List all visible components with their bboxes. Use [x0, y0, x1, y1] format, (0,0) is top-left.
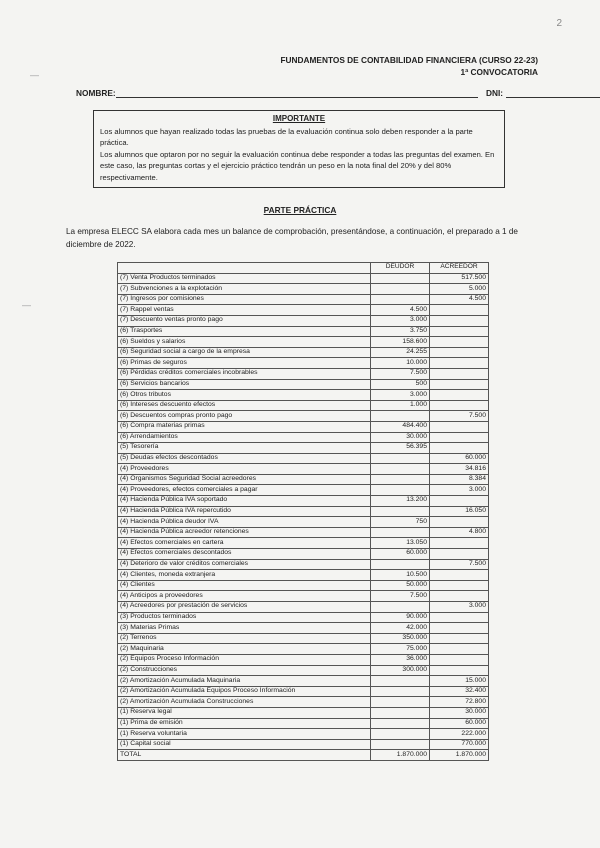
- account-name: (1) Capital social: [118, 739, 371, 750]
- credit-value: 222.000: [430, 729, 489, 740]
- account-name: TOTAL: [118, 750, 371, 761]
- table-row: [118, 358, 489, 369]
- debit-value: 36.000: [371, 654, 430, 665]
- credit-value: [430, 379, 489, 390]
- dni-label: DNI:: [486, 88, 504, 98]
- debit-value: 300.000: [371, 665, 430, 676]
- table-row: [118, 665, 489, 676]
- section-title: PARTE PRÁCTICA: [263, 205, 337, 215]
- account-name: (4) Deterioro de valor créditos comerciales: [118, 559, 371, 570]
- debit-value: [371, 739, 430, 750]
- table-row: [118, 464, 489, 475]
- credit-value: [430, 644, 489, 655]
- debit-value: 7.500: [371, 591, 430, 602]
- credit-value: [430, 591, 489, 602]
- account-name: (2) Equipos Proceso Información: [118, 654, 371, 665]
- credit-value: 3.000: [430, 485, 489, 496]
- table-row: [118, 633, 489, 644]
- credit-value: [430, 549, 489, 560]
- table-row: [118, 549, 489, 560]
- account-name: (7) Descuento ventas pronto pago: [118, 315, 371, 326]
- credit-value: [430, 580, 489, 591]
- account-name: (4) Clientes: [118, 580, 371, 591]
- debit-value: [371, 686, 430, 697]
- credit-value: 8.384: [430, 474, 489, 485]
- account-name: (1) Reserva legal: [118, 707, 371, 718]
- table-row: [118, 379, 489, 390]
- credit-value: 4.800: [430, 527, 489, 538]
- debit-value: [371, 294, 430, 305]
- intro-paragraph: La empresa ELECC SA elabora cada mes un balance de comprobación, presentándose, a continuación, el preparado a 1 de diciembre de 2022.: [66, 227, 518, 249]
- table-row: [118, 623, 489, 634]
- table-header-row: [118, 263, 489, 274]
- debit-value: 3.000: [371, 315, 430, 326]
- table-row: [118, 506, 489, 517]
- debit-value: [371, 718, 430, 729]
- table-row: [118, 347, 489, 358]
- debit-value: 7.500: [371, 368, 430, 379]
- account-name: (2) Construcciones: [118, 665, 371, 676]
- debit-value: 500: [371, 379, 430, 390]
- credit-value: 1.870.000: [430, 750, 489, 761]
- credit-value: 60.000: [430, 718, 489, 729]
- credit-value: [430, 654, 489, 665]
- important-paragraph-2: Los alumnos que optaron por no seguir la evaluación continua debe responder a todas las preguntas del examen. En este caso, las preguntas cortas y el ejercicio práctico tendrán un peso en la nota final del 20% y del 80% respectivamente.: [100, 149, 495, 182]
- debit-value: 60.000: [371, 549, 430, 560]
- credit-value: [430, 358, 489, 369]
- scan-mark: —: [22, 300, 31, 310]
- credit-value: 15.000: [430, 676, 489, 687]
- debit-value: 56.395: [371, 443, 430, 454]
- table-row: [118, 527, 489, 538]
- table-row: [118, 400, 489, 411]
- debit-value: 10.000: [371, 358, 430, 369]
- debit-value: 484.400: [371, 421, 430, 432]
- account-name: (6) Pérdidas créditos comerciales incobrables: [118, 368, 371, 379]
- debit-value: 90.000: [371, 612, 430, 623]
- table-row: [118, 315, 489, 326]
- account-name: (3) Productos terminados: [118, 612, 371, 623]
- table-row: [118, 443, 489, 454]
- table-row: [118, 538, 489, 549]
- account-name: (5) Deudas efectos descontados: [118, 453, 371, 464]
- debit-value: 30.000: [371, 432, 430, 443]
- credit-value: [430, 337, 489, 348]
- account-name: (4) Acreedores por prestación de servicios: [118, 602, 371, 613]
- credit-value: 60.000: [430, 453, 489, 464]
- table-row: [118, 390, 489, 401]
- debit-value: [371, 485, 430, 496]
- debit-value: [371, 284, 430, 295]
- account-name: (4) Hacienda Pública acreedor retenciones: [118, 527, 371, 538]
- account-name: (4) Proveedores, efectos comerciales a pagar: [118, 485, 371, 496]
- debit-value: [371, 697, 430, 708]
- table-row: [118, 485, 489, 496]
- debit-value: [371, 273, 430, 284]
- debit-value: [371, 464, 430, 475]
- credit-value: [430, 368, 489, 379]
- account-name: (4) Hacienda Pública IVA soportado: [118, 496, 371, 507]
- debit-value: 3.750: [371, 326, 430, 337]
- credit-value: [430, 400, 489, 411]
- table-row: [118, 739, 489, 750]
- dni-field-line[interactable]: [506, 97, 600, 98]
- credit-value: [430, 347, 489, 358]
- account-name: (6) Primas de seguros: [118, 358, 371, 369]
- account-name: (2) Terrenos: [118, 633, 371, 644]
- table-row: [118, 337, 489, 348]
- table-row: [118, 612, 489, 623]
- account-name: (6) Intereses descuento efectos: [118, 400, 371, 411]
- table-row: [118, 273, 489, 284]
- scan-mark: —: [30, 70, 39, 80]
- credit-value: 7.500: [430, 559, 489, 570]
- credit-value: [430, 665, 489, 676]
- account-name: (6) Compra materias primas: [118, 421, 371, 432]
- table-row: [118, 474, 489, 485]
- account-name: (2) Amortización Acumulada Maquinaria: [118, 676, 371, 687]
- credit-value: [430, 538, 489, 549]
- debit-value: 13.200: [371, 496, 430, 507]
- important-paragraph-1: Los alumnos que hayan realizado todas las pruebas de la evaluación continua solo deben responder a la parte práctica.: [100, 126, 473, 147]
- table-row: [118, 284, 489, 295]
- account-name: (2) Maquinaria: [118, 644, 371, 655]
- student-info-row: [76, 88, 538, 100]
- debit-value: 158.600: [371, 337, 430, 348]
- account-name: (6) Seguridad social a cargo de la empresa: [118, 347, 371, 358]
- table-row: [118, 602, 489, 613]
- debit-value: [371, 474, 430, 485]
- table-row: [118, 718, 489, 729]
- debit-value: 1.000: [371, 400, 430, 411]
- credit-value: [430, 443, 489, 454]
- table-row: [118, 750, 489, 761]
- credit-value: 5.000: [430, 284, 489, 295]
- credit-value: 770.000: [430, 739, 489, 750]
- table-row: [118, 432, 489, 443]
- debit-value: [371, 453, 430, 464]
- table-row: [118, 517, 489, 528]
- account-name: (5) Tesorería: [118, 443, 371, 454]
- table-row: [118, 305, 489, 316]
- account-name: (7) Subvenciones a la explotación: [118, 284, 371, 295]
- debit-value: [371, 411, 430, 422]
- table-row: [118, 729, 489, 740]
- account-name: (1) Reserva voluntaria: [118, 729, 371, 740]
- table-row: [118, 697, 489, 708]
- name-field-line[interactable]: [116, 97, 478, 98]
- table-row: [118, 654, 489, 665]
- header-debit: DEUDOR: [371, 263, 430, 274]
- account-name: (3) Materias Primas: [118, 623, 371, 634]
- credit-value: [430, 390, 489, 401]
- debit-value: 24.255: [371, 347, 430, 358]
- account-name: (4) Efectos comerciales en cartera: [118, 538, 371, 549]
- debit-value: 1.870.000: [371, 750, 430, 761]
- account-name: (6) Arrendamientos: [118, 432, 371, 443]
- table-row: [118, 453, 489, 464]
- credit-value: [430, 421, 489, 432]
- page-number: 2: [556, 18, 562, 29]
- credit-value: 3.000: [430, 602, 489, 613]
- account-name: (4) Hacienda Pública IVA repercutido: [118, 506, 371, 517]
- credit-value: [430, 570, 489, 581]
- debit-value: [371, 506, 430, 517]
- debit-value: [371, 559, 430, 570]
- account-name: (6) Otros tributos: [118, 390, 371, 401]
- debit-value: 75.000: [371, 644, 430, 655]
- table-row: [118, 591, 489, 602]
- debit-value: 4.500: [371, 305, 430, 316]
- table-row: [118, 326, 489, 337]
- credit-value: 30.000: [430, 707, 489, 718]
- header-credit: ACREEDOR: [430, 263, 489, 274]
- debit-value: 350.000: [371, 633, 430, 644]
- credit-value: 517.500: [430, 273, 489, 284]
- important-title: IMPORTANTE: [272, 114, 326, 123]
- table-row: [118, 676, 489, 687]
- name-label: NOMBRE:: [76, 88, 116, 98]
- credit-value: [430, 432, 489, 443]
- credit-value: [430, 315, 489, 326]
- account-name: (6) Trasportes: [118, 326, 371, 337]
- account-name: (1) Prima de emisión: [118, 718, 371, 729]
- table-row: [118, 496, 489, 507]
- table-row: [118, 421, 489, 432]
- table-row: [118, 411, 489, 422]
- credit-value: 7.500: [430, 411, 489, 422]
- course-title: FUNDAMENTOS DE CONTABILIDAD FINANCIERA (CURSO 22-23): [280, 55, 538, 65]
- debit-value: 42.000: [371, 623, 430, 634]
- table-row: [118, 570, 489, 581]
- account-name: (7) Ingresos por comisiones: [118, 294, 371, 305]
- important-notice-box: [93, 110, 505, 188]
- trial-balance-table: [117, 262, 489, 761]
- account-name: (4) Efectos comerciales descontados: [118, 549, 371, 560]
- header-account: [118, 263, 371, 274]
- credit-value: 4.500: [430, 294, 489, 305]
- debit-value: 50.000: [371, 580, 430, 591]
- account-name: (6) Descuentos compras pronto pago: [118, 411, 371, 422]
- debit-value: [371, 527, 430, 538]
- debit-value: [371, 676, 430, 687]
- debit-value: 10.500: [371, 570, 430, 581]
- account-name: (7) Venta Productos terminados: [118, 273, 371, 284]
- table-row: [118, 368, 489, 379]
- credit-value: 72.800: [430, 697, 489, 708]
- account-name: (2) Amortización Acumulada Equipos Proceso Información: [118, 686, 371, 697]
- table-row: [118, 686, 489, 697]
- account-name: (4) Organismos Seguridad Social acreedores: [118, 474, 371, 485]
- account-name: (4) Proveedores: [118, 464, 371, 475]
- account-name: (6) Sueldos y salarios: [118, 337, 371, 348]
- credit-value: [430, 326, 489, 337]
- debit-value: 3.000: [371, 390, 430, 401]
- table-row: [118, 294, 489, 305]
- credit-value: [430, 612, 489, 623]
- debit-value: 750: [371, 517, 430, 528]
- table-row: [118, 580, 489, 591]
- table-row: [118, 559, 489, 570]
- credit-value: [430, 623, 489, 634]
- credit-value: [430, 517, 489, 528]
- account-name: (2) Amortización Acumulada Construcciones: [118, 697, 371, 708]
- account-name: (6) Servicios bancarios: [118, 379, 371, 390]
- credit-value: [430, 496, 489, 507]
- credit-value: [430, 305, 489, 316]
- document-header: [280, 54, 538, 78]
- table-row: [118, 644, 489, 655]
- debit-value: 13.050: [371, 538, 430, 549]
- convocatoria-label: 1ª CONVOCATORIA: [460, 67, 538, 77]
- debit-value: [371, 602, 430, 613]
- debit-value: [371, 729, 430, 740]
- account-name: (4) Clientes, moneda extranjera: [118, 570, 371, 581]
- debit-value: [371, 707, 430, 718]
- credit-value: 16.050: [430, 506, 489, 517]
- account-name: (4) Anticipos a proveedores: [118, 591, 371, 602]
- credit-value: [430, 633, 489, 644]
- credit-value: 34.816: [430, 464, 489, 475]
- table-row: [118, 707, 489, 718]
- account-name: (7) Rappel ventas: [118, 305, 371, 316]
- credit-value: 32.400: [430, 686, 489, 697]
- account-name: (4) Hacienda Pública deudor IVA: [118, 517, 371, 528]
